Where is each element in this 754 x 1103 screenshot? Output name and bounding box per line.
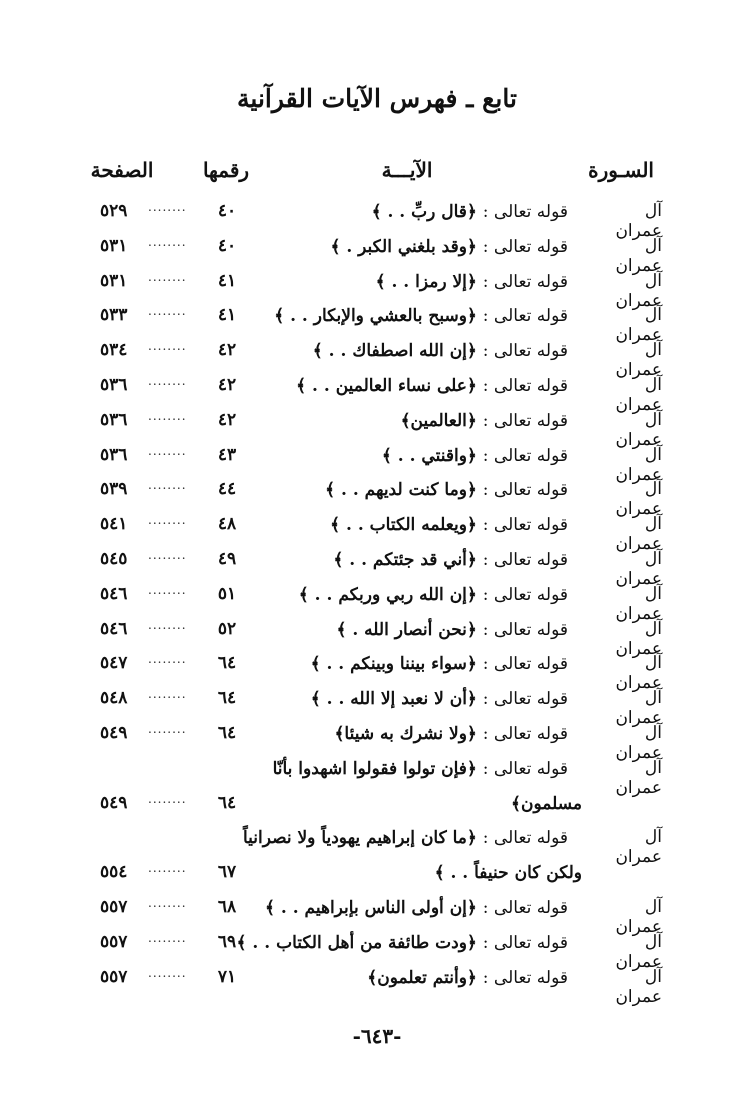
- ayah-quote: ﴿قال ربِّ . . ﴾: [371, 202, 477, 222]
- table-row: [0, 405, 754, 450]
- ayah-quote: ﴿ودت طائفة من أهل الكتاب . . ﴾: [236, 932, 477, 953]
- index-table: [0, 196, 754, 1007]
- ayah-number: ٤٨: [217, 514, 237, 535]
- table-row: [0, 822, 754, 868]
- surah-name: آل عمران: [615, 931, 662, 972]
- surah-name: آل عمران: [615, 270, 662, 311]
- page-ref: ٥٥٤: [100, 862, 128, 883]
- ayah-number: ٦٤: [217, 688, 237, 709]
- surah-name: آل عمران: [615, 896, 662, 937]
- leader-dots: ........: [148, 791, 187, 806]
- ayah-number: ٤٢: [217, 374, 237, 395]
- page-ref: ٥٤٥: [100, 548, 128, 569]
- ayah-text: [268, 445, 568, 466]
- surah-name: آل عمران: [615, 444, 662, 485]
- leader-dots: ........: [148, 547, 187, 562]
- ayah-number: ٤٤: [217, 479, 237, 500]
- ayah-quote: ﴿فإن تولوا فقولوا اشهدوا بأنّا: [272, 758, 477, 779]
- header-ayah: الآيـــة: [381, 158, 433, 182]
- ayah-text: [242, 827, 568, 849]
- ayah-number: ٥١: [217, 583, 237, 604]
- table-row: [0, 857, 754, 892]
- page-number: -٦٤٣-: [352, 1024, 402, 1048]
- ayah-lead: قوله تعالى :: [482, 654, 568, 675]
- ayah-number: ٦٩: [217, 931, 237, 952]
- ayah-quote: ﴿وسبح بالعشي والإبكار . . ﴾: [274, 306, 477, 327]
- leader-dots: ........: [148, 582, 187, 597]
- ayah-quote: ﴿إن الله اصطفاك . . ﴾: [312, 341, 477, 362]
- ayah-number: ٦٤: [217, 653, 237, 674]
- header-number: رقمها: [202, 158, 250, 182]
- table-row: [0, 509, 754, 555]
- table-row: [0, 683, 754, 729]
- ayah-quote: ﴿سواء بيننا وبينكم . . ﴾: [310, 654, 477, 675]
- leader-dots: ........: [148, 965, 187, 980]
- surah-name: آل عمران: [615, 618, 662, 659]
- ayah-text: [268, 619, 568, 640]
- page-title: تابع ـ فهرس الآيات القرآنية: [237, 84, 517, 113]
- ayah-lead: قوله تعالى :: [482, 341, 568, 362]
- ayah-lead: قوله تعالى :: [482, 689, 568, 710]
- ayah-number: ٧١: [217, 966, 237, 987]
- ayah-lead: قوله تعالى :: [482, 897, 568, 918]
- ayah-quote: ولكن كان حنيفاً . . ﴾: [434, 863, 582, 884]
- ayah-lead: قوله تعالى :: [482, 445, 568, 466]
- ayah-number: ٤٠: [217, 235, 237, 256]
- table-row: [0, 753, 754, 798]
- table-row: [0, 788, 754, 823]
- ayah-lead: قوله تعالى :: [482, 271, 568, 292]
- ayah-quote: ﴿أن لا نعبد إلا الله . . ﴾: [310, 689, 477, 710]
- leader-dots: ........: [148, 721, 187, 736]
- ayah-number: ٦٤: [217, 792, 237, 813]
- ayah-text: [264, 897, 568, 918]
- leader-dots: ........: [148, 443, 187, 458]
- ayah-quote: ﴿وأنتم تعلمون﴾: [367, 967, 477, 988]
- ayah-number: ٦٨: [217, 896, 237, 917]
- surah-name: آل عمران: [615, 340, 662, 381]
- table-row: [0, 962, 754, 1007]
- table-row: [0, 614, 754, 659]
- table-row: [0, 544, 754, 589]
- table-row: [0, 335, 754, 381]
- ayah-text: [282, 862, 582, 883]
- table-row: [0, 266, 754, 311]
- page-ref: ٥٣٩: [100, 479, 128, 500]
- ayah-lead: قوله تعالى :: [482, 932, 568, 953]
- page-ref: ٥٤٦: [100, 583, 128, 604]
- leader-dots: ........: [148, 408, 187, 423]
- page-ref: ٥٤٩: [100, 722, 128, 743]
- table-row: [0, 927, 754, 972]
- leader-dots: ........: [148, 617, 187, 632]
- ayah-lead: قوله تعالى :: [482, 758, 568, 779]
- page-ref: ٥٥٧: [100, 931, 128, 952]
- header-page: الصفحة: [90, 158, 154, 182]
- leader-dots: ........: [148, 339, 187, 354]
- leader-dots: ........: [148, 687, 187, 702]
- page-ref: ٥٣٦: [100, 409, 128, 430]
- surah-name: آل عمران: [615, 827, 662, 868]
- ayah-lead: قوله تعالى :: [482, 549, 568, 570]
- ayah-lead: قوله تعالى :: [482, 480, 568, 501]
- page-ref: ٥٣١: [100, 235, 128, 256]
- ayah-text: [282, 793, 582, 814]
- leader-dots: ........: [148, 200, 187, 214]
- table-row: [0, 300, 754, 346]
- surah-name: آل عمران: [615, 722, 662, 763]
- table-row: [0, 440, 754, 485]
- leader-dots: ........: [148, 373, 187, 388]
- leader-dots: ........: [148, 513, 187, 528]
- ayah-lead: قوله تعالى :: [482, 236, 568, 257]
- page-ref: ٥٣٦: [100, 444, 128, 465]
- ayah-text: [268, 340, 568, 361]
- surah-name: آل عمران: [615, 966, 662, 1007]
- leader-dots: ........: [148, 895, 187, 910]
- ayah-text: [268, 758, 568, 779]
- ayah-number: ٤٩: [217, 548, 237, 569]
- ayah-number: ٤٢: [217, 340, 237, 361]
- page-ref: ٥٣٤: [100, 340, 128, 361]
- leader-dots: ........: [148, 269, 187, 284]
- surah-name: آل عمران: [615, 305, 662, 346]
- page-ref: ٥٣٦: [100, 374, 128, 395]
- ayah-lead: قوله تعالى :: [482, 306, 568, 327]
- table-row: [0, 579, 754, 624]
- ayah-quote: ﴿إلا رمزا . . ﴾: [375, 271, 477, 292]
- page-ref: ٥٢٩: [100, 201, 128, 221]
- page-ref: ٥٤٩: [100, 792, 128, 813]
- ayah-lead: قوله تعالى :: [482, 202, 568, 222]
- table-row: [0, 648, 754, 694]
- page-ref: ٥٤٧: [100, 653, 128, 674]
- surah-name: آل عمران: [615, 514, 662, 555]
- ayah-lead: قوله تعالى :: [482, 410, 568, 431]
- ayah-quote: ﴿ما كان إبراهيم يهودياً ولا نصرانياً: [242, 828, 477, 849]
- ayah-number: ٤١: [217, 270, 237, 291]
- ayah-quote: ﴿ويعلمه الكتاب . . ﴾: [330, 515, 477, 536]
- table-row: [0, 370, 754, 415]
- ayah-text: [268, 653, 568, 674]
- ayah-text: [268, 201, 568, 222]
- ayah-quote: ﴿العالمين﴾: [400, 410, 477, 431]
- surah-name: آل عمران: [615, 653, 662, 694]
- ayah-text: [268, 479, 568, 500]
- ayah-number: ٤٣: [217, 444, 237, 465]
- surah-name: آل عمران: [615, 548, 662, 589]
- ayah-text: [236, 932, 568, 953]
- ayah-text: [268, 305, 568, 326]
- surah-name: آل عمران: [615, 757, 662, 798]
- page-ref: ٥٤٨: [100, 688, 128, 709]
- table-row: [0, 474, 754, 520]
- table-row: [0, 892, 754, 937]
- ayah-text: [268, 514, 568, 535]
- page-ref: ٥٤٦: [100, 618, 128, 639]
- page-ref: ٥٣١: [100, 270, 128, 291]
- leader-dots: ........: [148, 861, 187, 876]
- leader-dots: ........: [148, 652, 187, 667]
- ayah-quote: ﴿وقد بلغني الكبر . ﴾: [330, 236, 477, 257]
- ayah-lead: قوله تعالى :: [482, 967, 568, 988]
- ayah-quote: مسلمون﴾: [511, 793, 582, 814]
- table-row: [0, 231, 754, 276]
- ayah-quote: ﴿إن أولى الناس بإبراهيم . . ﴾: [264, 897, 477, 918]
- ayah-text: [268, 723, 568, 744]
- ayah-quote: ﴿أني قد جئتكم . . ﴾: [333, 549, 477, 570]
- leader-dots: ........: [148, 234, 187, 249]
- ayah-number: ٤٠: [217, 201, 237, 221]
- ayah-lead: قوله تعالى :: [482, 375, 568, 396]
- ayah-lead: قوله تعالى :: [482, 723, 568, 744]
- ayah-text: [268, 584, 568, 605]
- leader-dots: ........: [148, 930, 187, 945]
- page-ref: ٥٥٧: [100, 896, 128, 917]
- table-row: [0, 718, 754, 763]
- ayah-number: ٤١: [217, 305, 237, 326]
- ayah-quote: ﴿ولا نشرك به شيئا﴾: [334, 723, 477, 744]
- ayah-text: [268, 967, 568, 988]
- surah-name: آل عمران: [615, 235, 662, 276]
- ayah-lead: قوله تعالى :: [482, 619, 568, 640]
- ayah-text: [268, 271, 568, 292]
- surah-name: آل عمران: [615, 688, 662, 729]
- ayah-number: ٦٧: [217, 862, 237, 883]
- surah-name: آل عمران: [615, 583, 662, 624]
- ayah-number: ٤٢: [217, 409, 237, 430]
- table-row: [0, 196, 754, 241]
- ayah-lead: قوله تعالى :: [482, 828, 568, 849]
- surah-name: آل عمران: [615, 374, 662, 415]
- ayah-quote: ﴿على نساء العالمين . . ﴾: [296, 375, 477, 396]
- ayah-quote: ﴿واقنتي . . ﴾: [381, 445, 477, 466]
- ayah-text: [268, 236, 568, 257]
- surah-name: آل عمران: [615, 201, 662, 241]
- ayah-text: [268, 549, 568, 570]
- ayah-number: ٥٢: [217, 618, 237, 639]
- page-ref: ٥٣٣: [100, 305, 128, 326]
- leader-dots: ........: [148, 304, 187, 319]
- ayah-lead: قوله تعالى :: [482, 584, 568, 605]
- ayah-quote: ﴿وما كنت لديهم . . ﴾: [325, 480, 477, 501]
- leader-dots: ........: [148, 478, 187, 493]
- ayah-lead: قوله تعالى :: [482, 515, 568, 536]
- ayah-text: [268, 410, 568, 431]
- ayah-text: [268, 688, 568, 709]
- ayah-quote: ﴿إن الله ربي وربكم . . ﴾: [298, 584, 477, 605]
- ayah-quote: ﴿نحن أنصار الله . ﴾: [336, 619, 477, 640]
- header-surah: السـورة: [588, 158, 654, 182]
- surah-name: آل عمران: [615, 409, 662, 450]
- ayah-text: [268, 375, 568, 396]
- surah-name: آل عمران: [615, 479, 662, 520]
- ayah-number: ٦٤: [217, 722, 237, 743]
- page-ref: ٥٤١: [100, 514, 128, 535]
- page-ref: ٥٥٧: [100, 966, 128, 987]
